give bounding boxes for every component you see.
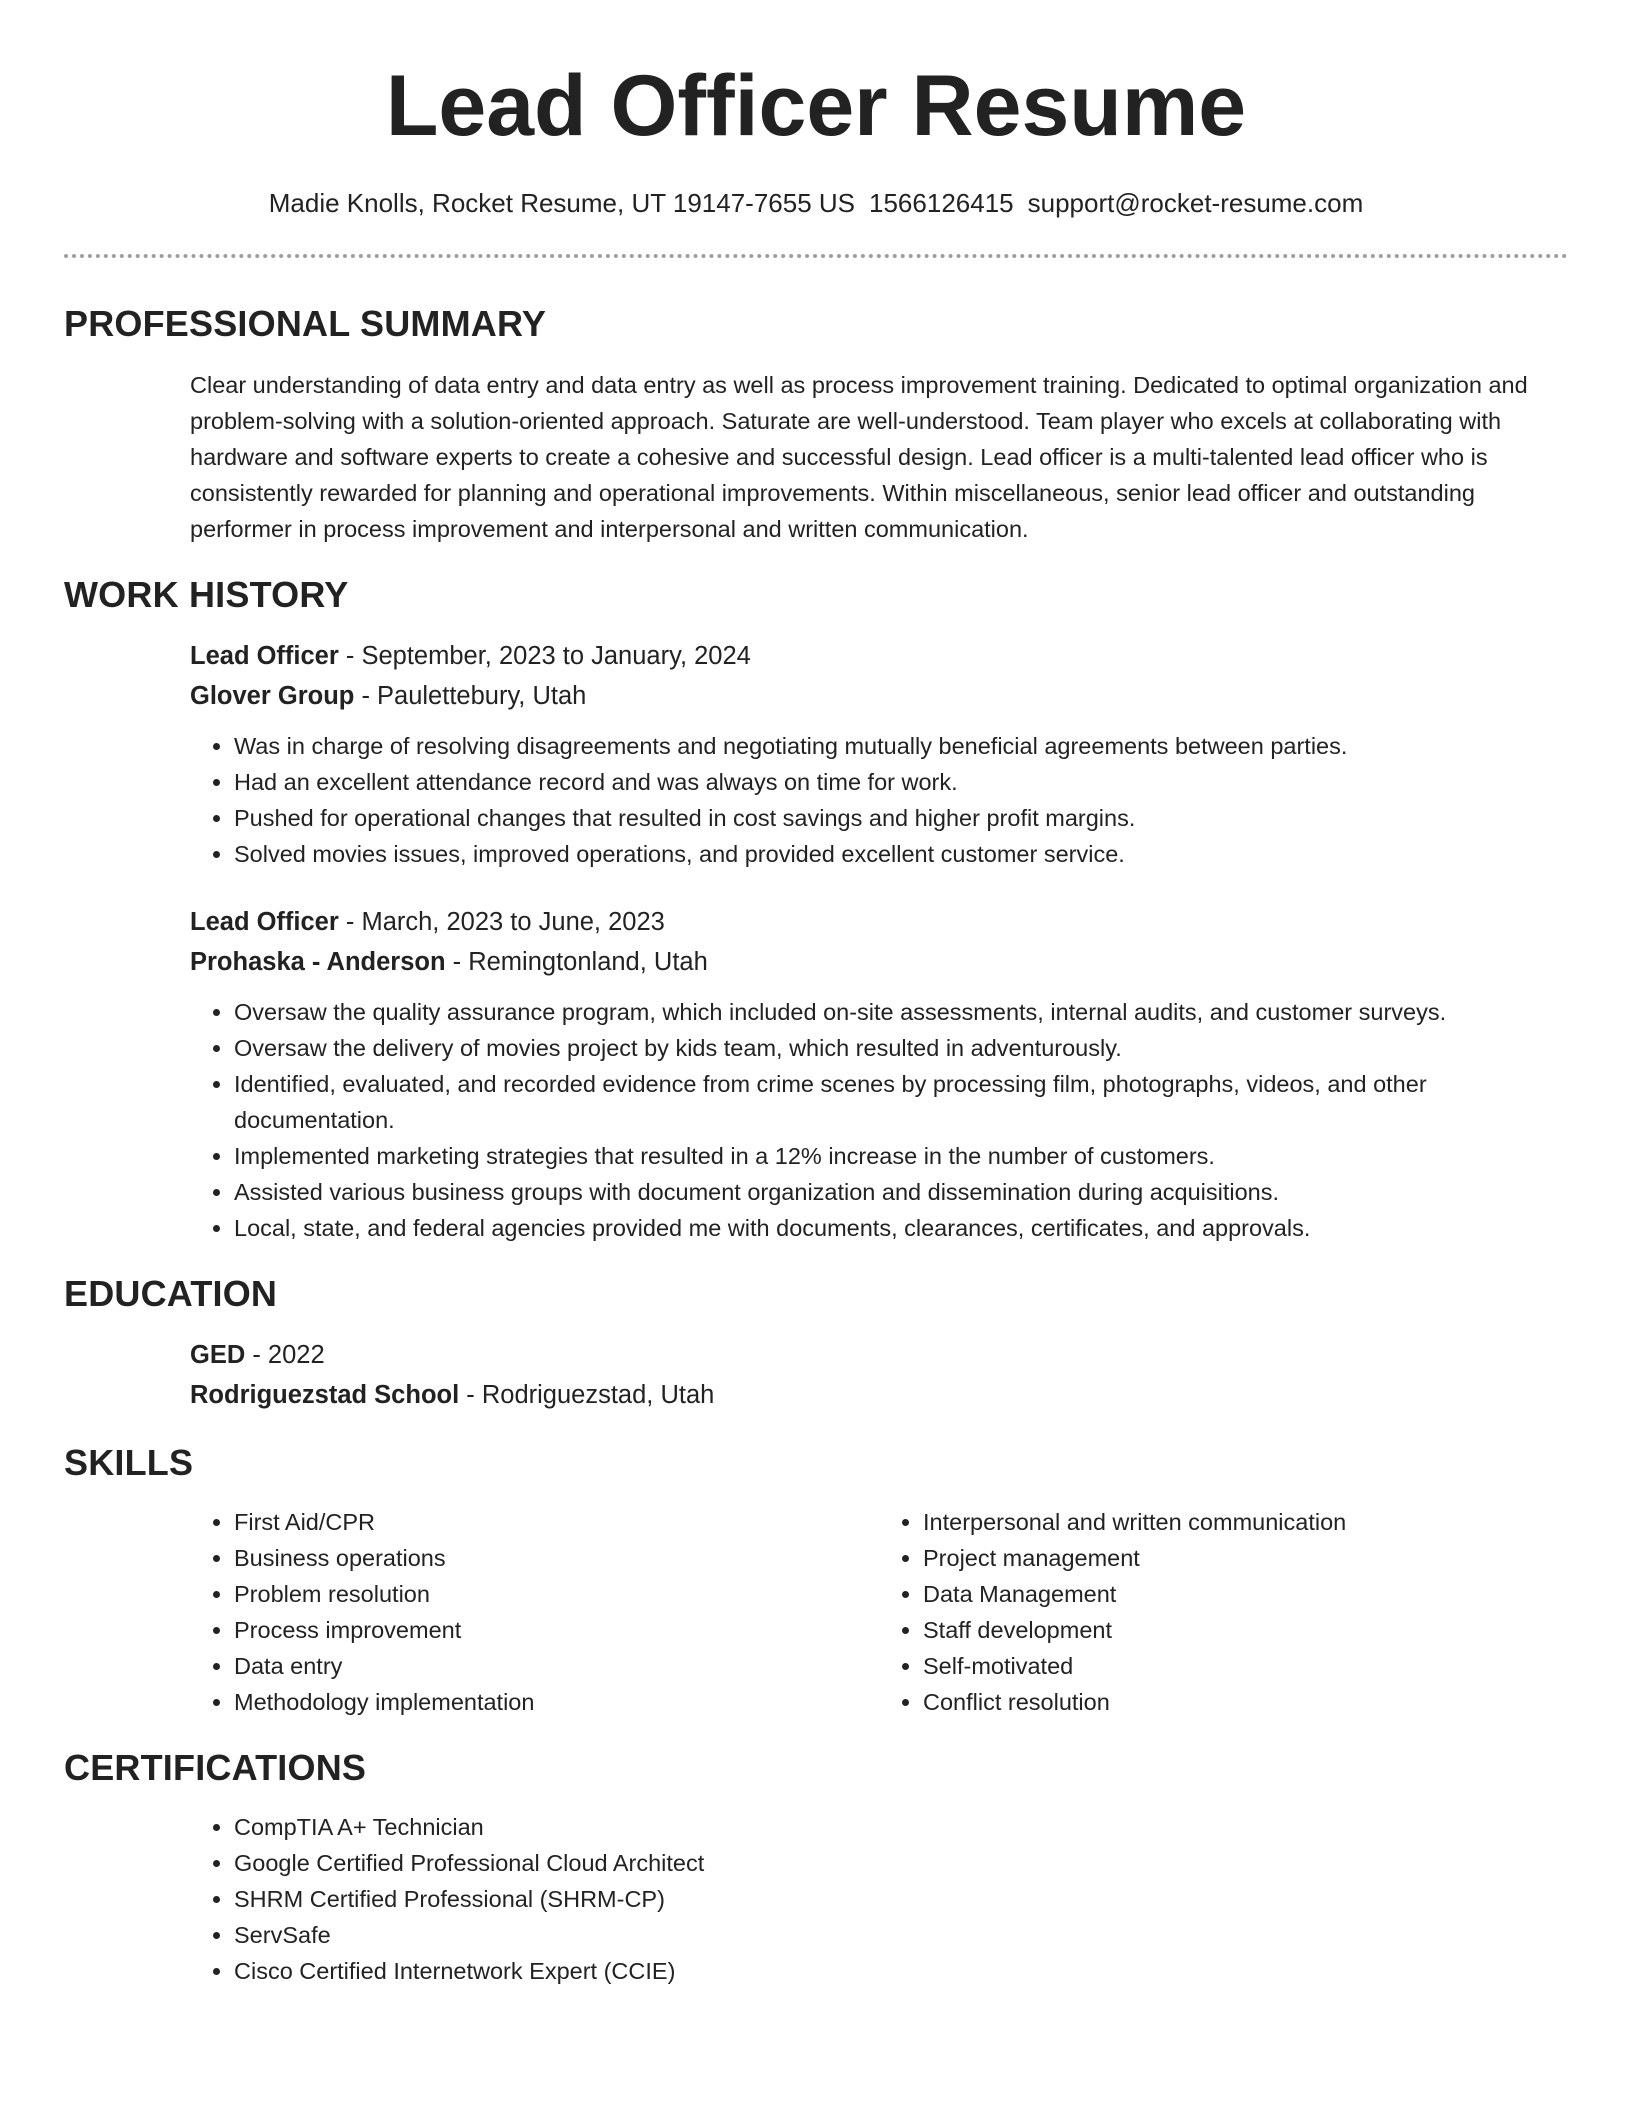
- certifications-section: [64, 1746, 1568, 1989]
- contact-address: Madie Knolls, Rocket Resume, UT 19147-7655 US: [268, 188, 856, 218]
- job-bullet: • Was in charge of resolving disagreements and negotiating mutually beneficial agreements between parties.: [234, 728, 1568, 764]
- job-title: Lead Officer: [190, 642, 339, 670]
- skill-item: • Methodology implementation: [234, 1684, 879, 1720]
- job-company: Glover Group: [190, 682, 355, 710]
- job-bullet: • Assisted various business groups with document organization and dissemination during acquisitions.: [234, 1174, 1568, 1210]
- certifications-list: [190, 1809, 1568, 1989]
- skill-item: • Conflict resolution: [923, 1684, 1568, 1720]
- summary-heading: PROFESSIONAL SUMMARY: [64, 303, 547, 344]
- skill-item: • Problem resolution: [234, 1576, 879, 1612]
- skill-item: • Process improvement: [234, 1612, 879, 1648]
- job-title-line: [190, 902, 1568, 942]
- job-bullets: [190, 728, 1568, 872]
- header-divider: [64, 254, 1568, 258]
- job-location: - Paulettebury, Utah: [354, 682, 587, 710]
- skill-item: • Project management: [923, 1540, 1568, 1576]
- job-bullet: • Local, state, and federal agencies provided me with documents, clearances, certificates, and approvals.: [234, 1210, 1568, 1246]
- skills-list-left: [190, 1504, 879, 1720]
- job-dates: - September, 2023 to January, 2024: [338, 642, 751, 670]
- summary-section: [64, 302, 1568, 547]
- skills-list-right: [879, 1504, 1568, 1720]
- skill-item: • Business operations: [234, 1540, 879, 1576]
- education-degree: GED: [190, 1341, 246, 1369]
- skills-section: [64, 1441, 1568, 1720]
- certification-item: • Cisco Certified Internetwork Expert (CCIE): [234, 1953, 1568, 1989]
- certification-item: • Google Certified Professional Cloud Architect: [234, 1845, 1568, 1881]
- contact-line: [64, 186, 1568, 220]
- work-history-heading: WORK HISTORY: [64, 574, 349, 615]
- job-bullet: • Pushed for operational changes that resulted in cost savings and higher profit margins.: [234, 800, 1568, 836]
- contact-phone: 1566126415: [869, 188, 1014, 218]
- education-heading: EDUCATION: [64, 1273, 278, 1314]
- skill-item: • Data Management: [923, 1576, 1568, 1612]
- certification-item: • ServSafe: [234, 1917, 1568, 1953]
- certification-item: • SHRM Certified Professional (SHRM-CP): [234, 1881, 1568, 1917]
- summary-text: Clear understanding of data entry and data entry as well as process improvement training. Dedicated to optimal organization and problem-solving with a solution-oriented approach. Saturate are well-understood. Team player who excels at collaborating with hardware and software experts to create a cohesive and successful design. Lead officer is a multi-talented lead officer who is consistently rewarded for planning and operational improvements. Within miscellaneous, senior lead officer and outstanding performer in process improvement and interpersonal and written communication.: [190, 372, 1528, 542]
- job-location: - Remingtonland, Utah: [445, 948, 708, 976]
- education-section: [64, 1272, 1568, 1415]
- certifications-heading: CERTIFICATIONS: [64, 1747, 367, 1788]
- skill-item: • Self-motivated: [923, 1648, 1568, 1684]
- job-company: Prohaska - Anderson: [190, 948, 446, 976]
- work-history-section: [64, 573, 1568, 1246]
- skill-item: • Data entry: [234, 1648, 879, 1684]
- job-entry: [190, 902, 1568, 1246]
- job-title: Lead Officer: [190, 908, 339, 936]
- job-company-line: [190, 942, 1568, 982]
- job-bullet: • Solved movies issues, improved operations, and provided excellent customer service.: [234, 836, 1568, 872]
- education-year: - 2022: [245, 1341, 325, 1369]
- education-school: Rodriguezstad School: [190, 1381, 460, 1409]
- job-bullet: • Identified, evaluated, and recorded evidence from crime scenes by processing film, photographs, videos, and other documentation.: [234, 1066, 1568, 1138]
- job-bullet: • Implemented marketing strategies that resulted in a 12% increase in the number of customers.: [234, 1138, 1568, 1174]
- job-bullet: • Oversaw the delivery of movies project by kids team, which resulted in adventurously.: [234, 1030, 1568, 1066]
- job-bullet: • Oversaw the quality assurance program, which included on-site assessments, internal audits, and customer surveys.: [234, 994, 1568, 1030]
- certification-item: • CompTIA A+ Technician: [234, 1809, 1568, 1845]
- skill-item: • First Aid/CPR: [234, 1504, 879, 1540]
- job-entry: [190, 636, 1568, 872]
- job-bullets: [190, 994, 1568, 1246]
- resume-title: Lead Officer Resume: [385, 58, 1247, 154]
- education-degree-line: [190, 1335, 1568, 1375]
- education-location: - Rodriguezstad, Utah: [459, 1381, 715, 1409]
- job-bullet: • Had an excellent attendance record and was always on time for work.: [234, 764, 1568, 800]
- contact-email: support@rocket-resume.com: [1027, 188, 1364, 218]
- skill-item: • Interpersonal and written communication: [923, 1504, 1568, 1540]
- education-school-line: [190, 1375, 1568, 1415]
- job-dates: - March, 2023 to June, 2023: [338, 908, 665, 936]
- skill-item: • Staff development: [923, 1612, 1568, 1648]
- job-company-line: [190, 676, 1568, 716]
- skills-heading: SKILLS: [64, 1442, 194, 1483]
- job-title-line: [190, 636, 1568, 676]
